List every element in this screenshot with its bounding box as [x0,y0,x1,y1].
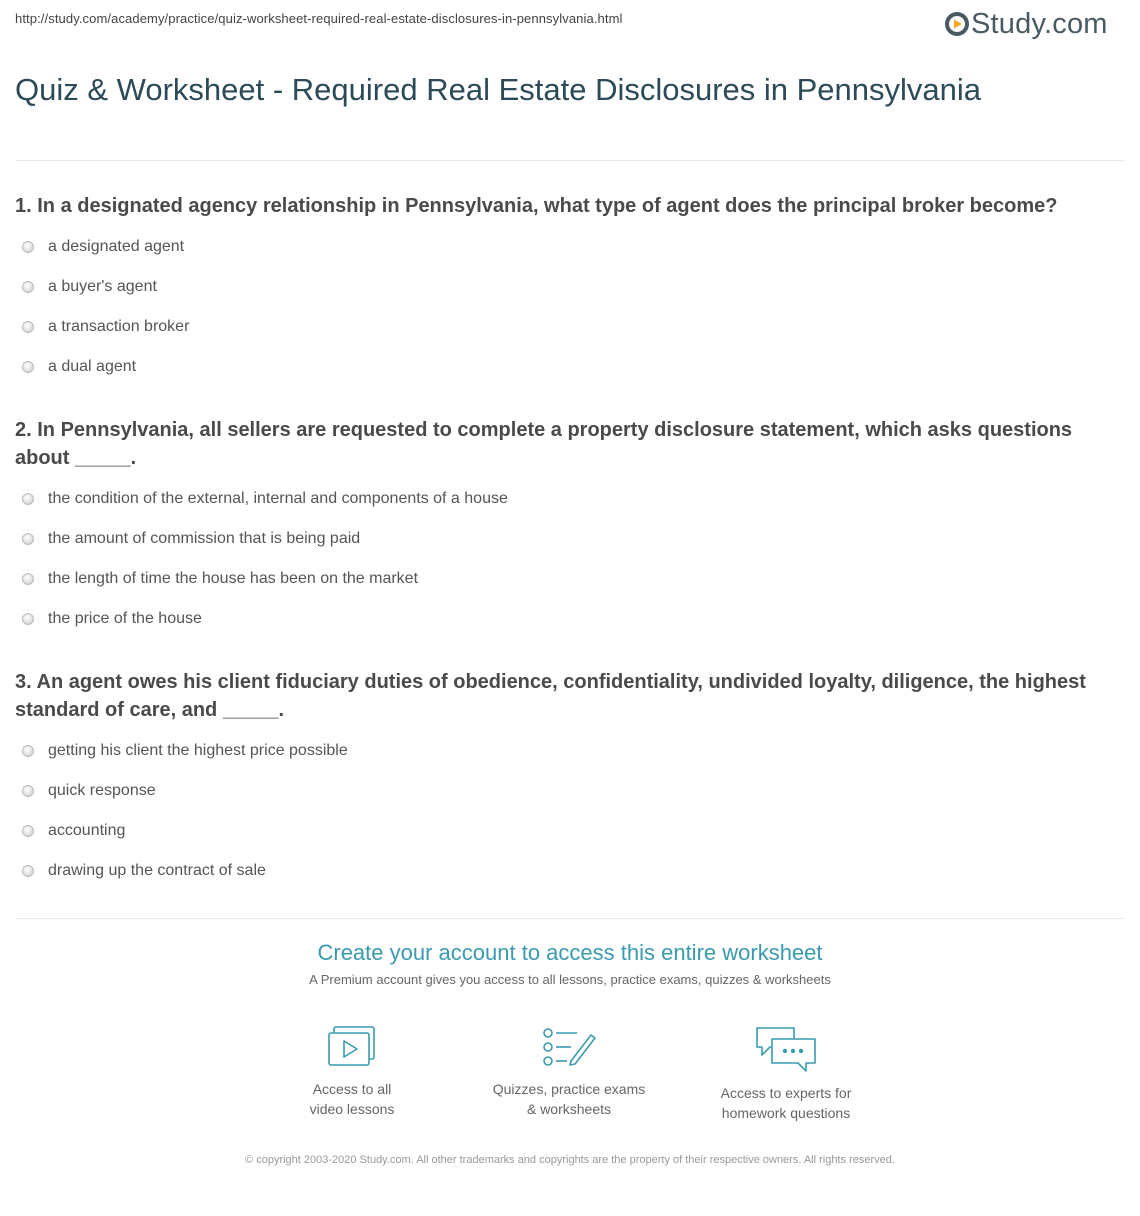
option-label: the amount of commission that is being paid [48,530,361,547]
answer-option[interactable] [22,307,189,347]
radio-button[interactable] [22,281,34,293]
radio-button[interactable] [22,361,34,373]
page-title: Quiz & Worksheet - Required Real Estate Disclosures in Pennsylvania [15,72,982,107]
radio-button[interactable] [22,785,34,797]
option-label: getting his client the highest price possible [48,742,348,759]
title-divider [15,160,1125,161]
option-label: accounting [48,822,126,839]
question-2-options [22,479,508,639]
answer-option[interactable] [22,771,348,811]
feature-label-line1: Access to all [312,1081,392,1097]
question-3: 3. An agent owes his client fiduciary duties of obedience, confidentiality, undivided loyalty, diligence, the highest standard of care, and _____. [15,671,1086,721]
study-logo[interactable] [944,6,1108,42]
radio-button[interactable] [22,321,34,333]
option-label: the price of the house [48,610,202,627]
option-label: quick response [48,782,156,799]
feature-label-line2: homework questions [721,1105,851,1121]
radio-button[interactable] [22,613,34,625]
section-divider [15,918,1125,919]
option-label: drawing up the contract of sale [48,862,266,879]
question-2: 2. In Pennsylvania, all sellers are requested to complete a property disclosure statement, which asks questions about _____. [15,419,1073,469]
question-3-options [22,731,348,891]
study-play-logo-icon [944,11,970,37]
answer-option[interactable] [22,851,348,891]
radio-button[interactable] [22,865,34,877]
feature-quizzes [469,1025,669,1119]
create-account-link[interactable]: Create your account to access this entire worksheet [317,940,823,965]
answer-option[interactable] [22,519,508,559]
answer-option[interactable] [22,811,348,851]
copyright-notice: © copyright 2003-2020 Study.com. All other trademarks and copyrights are the property of their respective owners. All rights reserved. [245,1154,895,1166]
answer-option[interactable] [22,347,189,387]
question-1-options [22,227,189,387]
radio-button[interactable] [22,825,34,837]
feature-experts [686,1025,886,1123]
logo-text: Study.com [971,7,1108,40]
cta-subtitle: A Premium account gives you access to all lessons, practice exams, quizzes & worksheets [309,972,831,987]
feature-label-line2: & worksheets [526,1101,612,1117]
radio-button[interactable] [22,573,34,585]
feature-label-line1: Access to experts for [720,1085,852,1101]
answer-option[interactable] [22,599,508,639]
feature-label-line1: Quizzes, practice exams [492,1081,646,1097]
option-label: a designated agent [48,238,185,255]
feature-label-line2: video lessons [309,1101,395,1117]
radio-button[interactable] [22,241,34,253]
question-1: 1. In a designated agency relationship in Pennsylvania, what type of agent does the principal broker become? [15,195,1058,217]
option-label: a transaction broker [48,318,190,335]
answer-option[interactable] [22,227,189,267]
option-label: a dual agent [48,358,137,375]
page-url: http://study.com/academy/practice/quiz-worksheet-required-real-estate-disclosures-in-pennsylvania.html [15,11,623,26]
radio-button[interactable] [22,745,34,757]
radio-button[interactable] [22,533,34,545]
option-label: a buyer's agent [48,278,157,295]
option-label: the length of time the house has been on the market [48,570,419,587]
answer-option[interactable] [22,479,508,519]
video-lessons-icon [326,1025,378,1069]
answer-option[interactable] [22,559,508,599]
radio-button[interactable] [22,493,34,505]
option-label: the condition of the external, internal and components of a house [48,490,508,507]
feature-video-lessons [252,1025,452,1119]
chat-experts-icon [754,1025,818,1073]
quiz-checklist-icon [541,1025,597,1069]
answer-option[interactable] [22,267,189,307]
answer-option[interactable] [22,731,348,771]
